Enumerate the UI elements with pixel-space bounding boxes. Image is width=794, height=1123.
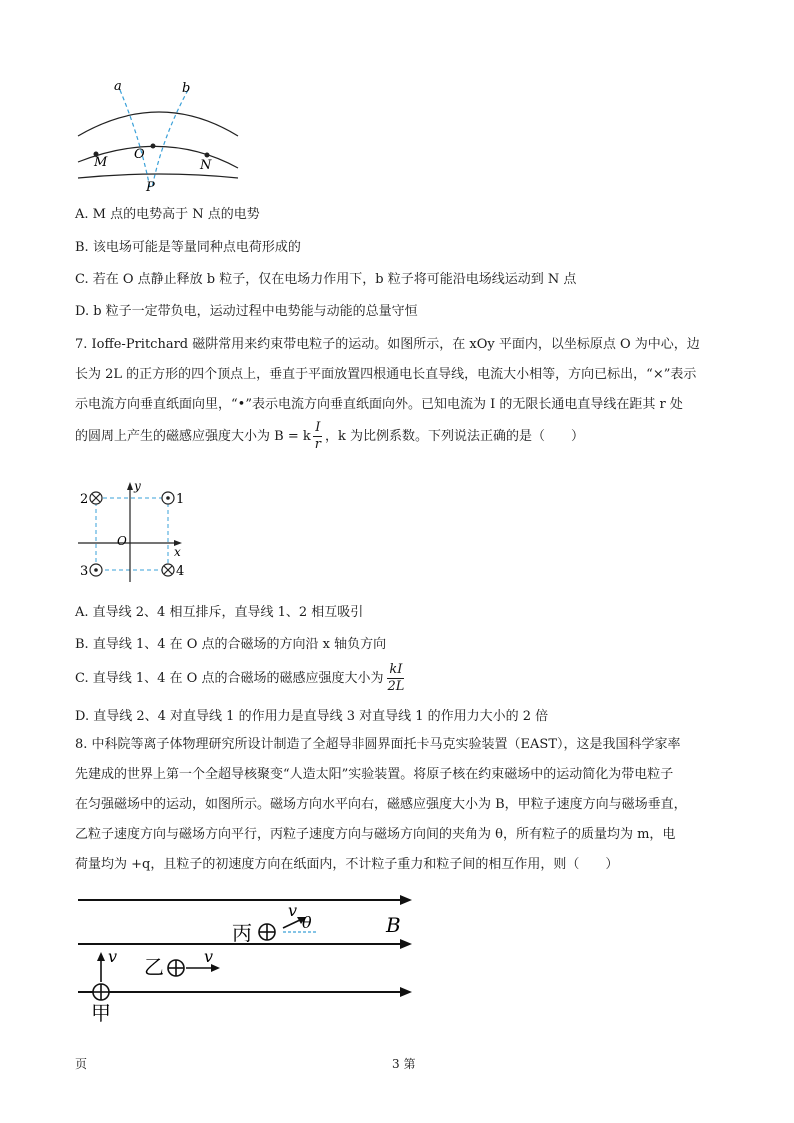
label-v-bing: v bbox=[288, 901, 298, 920]
q7-option-a: A. 直导线 2、4 相互排斥，直导线 1、2 相互吸引 bbox=[75, 605, 364, 620]
q6-option-c: C. 若在 O 点静止释放 b 粒子，仅在电场力作用下，b 粒子将可能沿电场线运动到 N 点 bbox=[75, 272, 577, 287]
trajectory-a bbox=[120, 90, 150, 188]
formula-fraction: $\frac{I}{r}$ bbox=[314, 420, 321, 452]
label-B: B bbox=[386, 913, 401, 937]
label-y: y bbox=[134, 479, 141, 493]
q8-line-3: 在匀强磁场中的运动，如图所示。磁场方向水平向右，磁感应强度大小为 B，甲粒子速度方向与磁场垂直， bbox=[75, 797, 687, 812]
label-x: x bbox=[174, 545, 181, 559]
q8-line-2: 先建成的世界上第一个全超导核聚变“人造太阳”实验装置。将原子核在约束磁场中的运动简化为带电粒子 bbox=[75, 767, 674, 782]
q7-line-2: 长为 2L 的正方形的四个顶点上，垂直于平面放置四根通电长直导线，电流大小相等，方向已标出，“×”表示 bbox=[75, 367, 697, 382]
trajectory-b bbox=[152, 90, 188, 188]
q7-option-d: D. 直导线 2、4 对直导线 1 的作用力是直导线 3 对直导线 1 的作用力大小的 2 倍 bbox=[75, 709, 549, 724]
q6-option-b: B. 该电场可能是等量同种点电荷形成的 bbox=[75, 240, 301, 255]
label-bing: 丙 bbox=[232, 921, 252, 945]
q6-option-d: D. b 粒子一定带负电，运动过程中电势能与动能的总量守恒 bbox=[75, 304, 418, 319]
q7-option-c bbox=[75, 662, 408, 695]
q7-line-4 bbox=[75, 420, 725, 453]
label-v-yi: v bbox=[204, 947, 214, 966]
figure-field-lines bbox=[70, 78, 245, 193]
point-N bbox=[205, 153, 210, 158]
figure-four-wires bbox=[72, 478, 192, 588]
label-a: a bbox=[114, 79, 122, 94]
q8-line-1: 8. 中科院等离子体物理研究所设计制造了全超导非圆界面托卡马克实验装置（EAST），这是我国科学家率 bbox=[75, 737, 681, 752]
label-O: O bbox=[134, 147, 145, 162]
y-axis-arrow bbox=[127, 482, 133, 490]
label-v-jia: v bbox=[108, 947, 118, 966]
lower-arc bbox=[78, 174, 238, 178]
label-b: b bbox=[182, 81, 191, 96]
footer-left: 页 bbox=[75, 1057, 88, 1071]
q7-line-4-pre: 的圆周上产生的磁感应强度大小为 B = k bbox=[75, 429, 311, 444]
square-outline bbox=[96, 498, 168, 570]
label-origin: O bbox=[117, 534, 127, 548]
label-M: M bbox=[94, 155, 108, 170]
point-O bbox=[151, 144, 156, 149]
figure-magnetic-field bbox=[70, 888, 420, 1028]
q7-line-3: 示电流方向垂直纸面向里，“•”表示电流方向垂直纸面向外。已知电流为 I 的无限长通电直导线在距其 r 处 bbox=[75, 397, 683, 412]
upper-arc bbox=[78, 112, 238, 136]
q8-line-4: 乙粒子速度方向与磁场方向平行，丙粒子速度方向与磁场方向间的夹角为 θ，所有粒子的质量均为 m，电 bbox=[75, 827, 676, 842]
footer-page-number: 3 第 bbox=[392, 1057, 416, 1071]
label-N: N bbox=[200, 158, 212, 173]
label-wire-4: 4 bbox=[176, 564, 185, 579]
q7-line-4-post: ，k 为比例系数。下列说法正确的是（ ） bbox=[324, 429, 584, 444]
label-yi: 乙 bbox=[144, 955, 164, 979]
q8-stem bbox=[75, 730, 725, 880]
label-wire-1: 1 bbox=[176, 492, 185, 507]
label-theta: θ bbox=[302, 913, 312, 932]
label-jia: 甲 bbox=[91, 1001, 111, 1025]
label-P: P bbox=[146, 180, 155, 193]
q6-option-a: A. M 点的电势高于 N 点的电势 bbox=[75, 207, 260, 222]
q7-line-1: 7. Ioffe-Pritchard 磁阱常用来约束带电粒子的运动。如图所示，在 xOy 平面内，以坐标原点 O 为中心，边 bbox=[75, 337, 700, 352]
label-wire-2: 2 bbox=[80, 492, 89, 507]
q7-stem bbox=[75, 330, 725, 453]
q8-line-5: 荷量均为 +q，且粒子的初速度方向在纸面内，不计粒子重力和粒子间的相互作用，则（ ） bbox=[75, 857, 619, 872]
option-c-fraction: $\frac{kI}{2L}$ bbox=[387, 662, 405, 694]
label-wire-3: 3 bbox=[80, 564, 89, 579]
q7-option-b: B. 直导线 1、4 在 O 点的合磁场的方向沿 x 轴负方向 bbox=[75, 637, 387, 652]
q7-option-c-text: C. 直导线 1、4 在 O 点的合磁场的磁感应强度大小为 bbox=[75, 671, 384, 686]
